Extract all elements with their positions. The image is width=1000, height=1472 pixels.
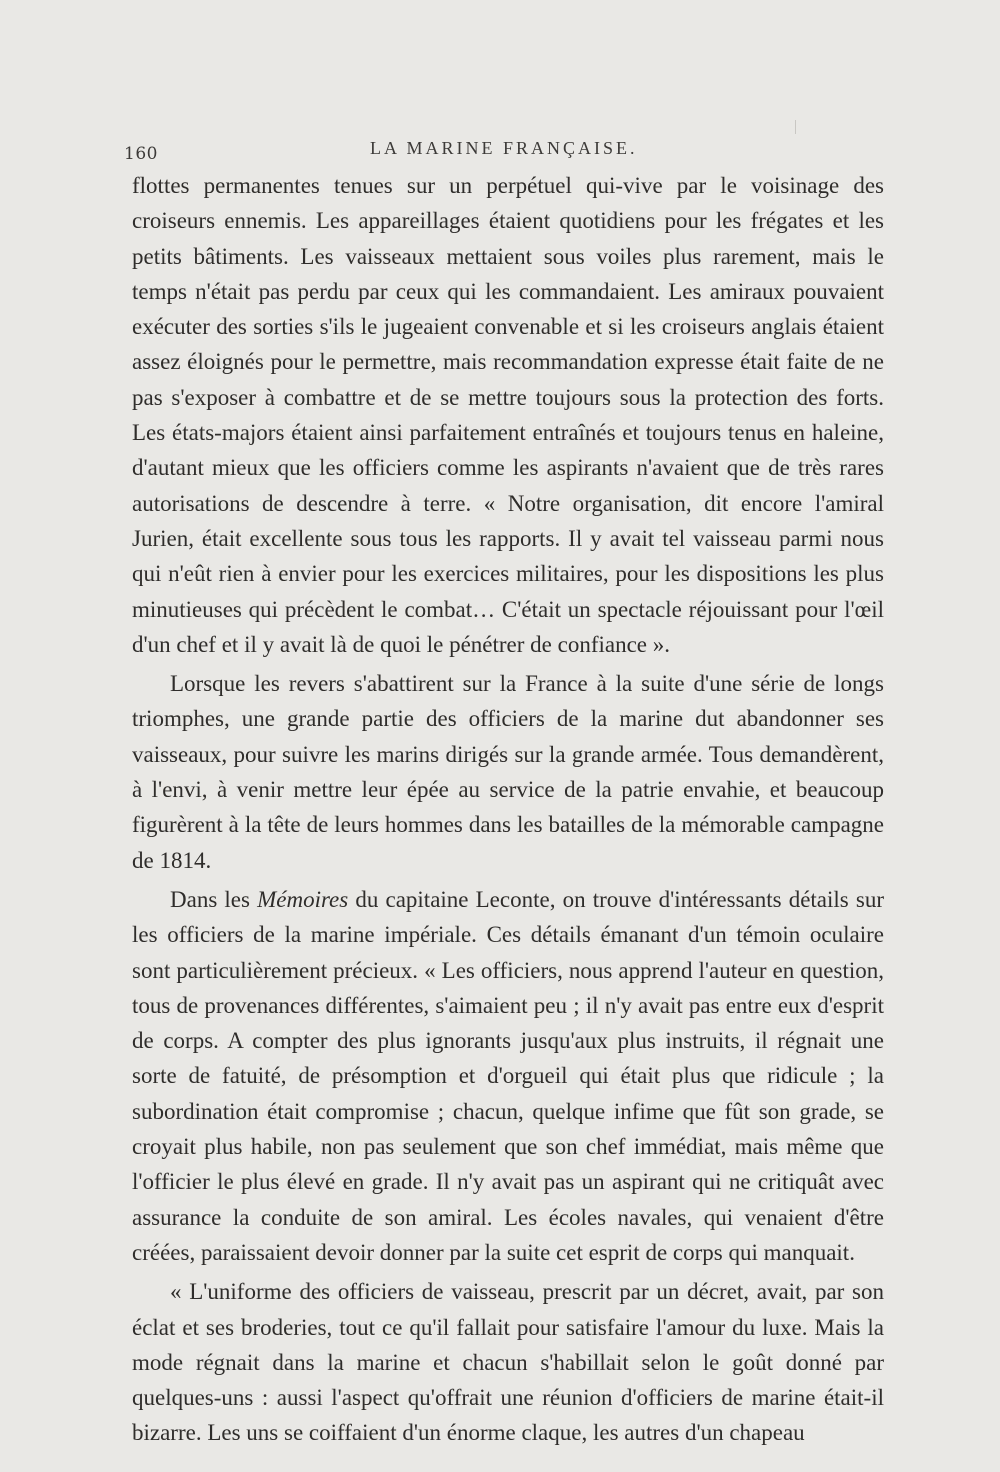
paper-speck: [795, 120, 796, 134]
paragraph-4: [132, 1274, 884, 1450]
paragraph-2: [132, 666, 884, 878]
paragraph-1-text: flottes permanentes tenues sur un perpétuel qui-vive par le voisinage des croiseurs ennemis. Les appareillages étaient quotidiens pour les frégates et les petits bâtiments. Les vaisseaux mettaient sous voiles plus rarement, mais le temps n'était pas perdu par ceux qui les commandaient. Les amiraux pouvaient exécuter des sorties s'ils le jugeaient convenable et si les croiseurs anglais étaient assez éloignés pour le permettre, mais recommandation expresse était faite de ne pas s'exposer à combattre et de se mettre toujours sous la protection des forts. Les états-majors étaient ainsi parfaitement entraînés et toujours tenus en haleine, d'autant mieux que les officiers comme les aspirants n'avaient que de très rares autorisations de descendre à terre. « Notre organisation, dit encore l'amiral Jurien, était excellente sous tous les rapports. Il y avait tel vaisseau parmi nous qui n'eût rien à envier pour les exercices militaires, pour les dispositions les plus minutieuses qui précèdent le combat… C'était un spectacle réjouissant pour l'œil d'un chef et il y avait là de quoi le pénétrer de confiance ».: [132, 173, 884, 657]
body-text: [132, 168, 884, 1451]
paragraph-3-text-end: du capitaine Leconte, on trouve d'intéressants détails sur les officiers de la marine impériale. Ces détails émanant d'un témoin oculaire sont particulièrement précieux. « Les officiers, nous apprend l'auteur en question, tous de provenances différentes, s'aimaient peu ; il n'y avait pas entre eux d'esprit de corps. A compter des plus ignorants jusqu'aux plus instruits, il régnait une sorte de fatuité, de présomption et d'orgueil qui était plus que ridicule ; la subordination était compromise ; chacun, quelque infime que fût son grade, se croyait plus habile, non pas seulement que son chef immédiat, mais même que l'officier le plus élevé en grade. Il n'y avait pas un aspirant qui ne critiquât avec assurance la conduite de son amiral. Les écoles navales, qui venaient d'être créées, paraissaient devoir donner par la suite cet esprit de corps qui manquait.: [132, 886, 884, 1265]
paragraph-3: [132, 882, 884, 1270]
paragraph-1: [132, 168, 884, 662]
paragraph-4-text: « L'uniforme des officiers de vaisseau, prescrit par un décret, avait, par son éclat et ses broderies, tout ce qu'il fallait pour satisfaire l'amour du luxe. Mais la mode régnait dans la marine et chacun s'habillait selon le goût donné par quelques-uns : aussi l'aspect qu'offrait une réunion d'officiers de marine était-il bizarre. Les uns se coiffaient d'un énorme claque, les autres d'un chapeau: [132, 1279, 884, 1446]
page-number: 160: [124, 144, 158, 164]
book-title-memoires: Mémoires: [257, 886, 349, 912]
running-title: LA MARINE FRANÇAISE.: [370, 138, 638, 158]
paragraph-3-text-start: Dans les: [170, 886, 258, 912]
paragraph-2-text: Lorsque les revers s'abattirent sur la France à la suite d'une série de longs triomphes, une grande partie des officiers de la marine dut abandonner ses vaisseaux, pour suivre les marins dirigés sur la grande armée. Tous demandèrent, à l'envi, à venir mettre leur épée au service de la patrie envahie, et beaucoup figurèrent à la tête de leurs hommes dans les batailles de la mémorable campagne de 1814.: [132, 671, 884, 873]
